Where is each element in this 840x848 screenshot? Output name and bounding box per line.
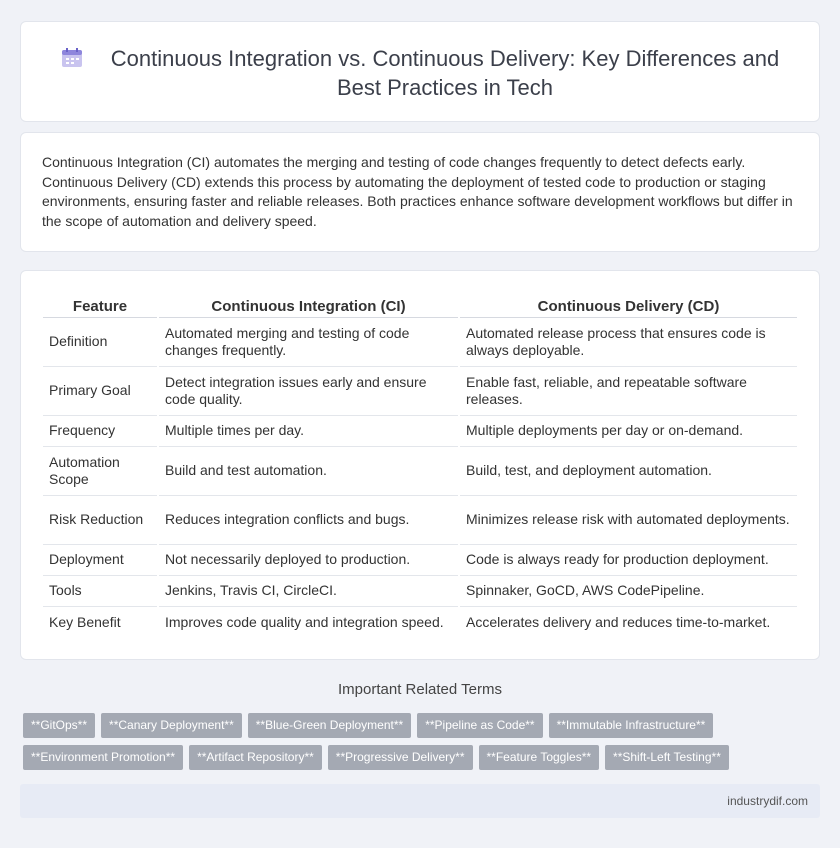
- related-terms: [23, 713, 823, 777]
- header-cd: Continuous Delivery (CD): [460, 296, 797, 318]
- tag-row: [23, 745, 823, 770]
- ci-cell: Detect integration issues early and ensure code quality.: [159, 367, 458, 416]
- comparison-table: [41, 296, 799, 638]
- table-row: [43, 545, 797, 576]
- table-row: [43, 367, 797, 416]
- footer: [20, 784, 820, 818]
- feature-cell: Automation Scope: [43, 447, 157, 496]
- ci-cell: Improves code quality and integration speed.: [165, 613, 444, 630]
- title-card: [20, 21, 820, 122]
- header-ci: Continuous Integration (CI): [159, 296, 458, 318]
- ci-cell: Jenkins, Travis CI, CircleCI.: [159, 576, 458, 607]
- feature-cell: Key Benefit: [49, 613, 121, 630]
- intro-card: [20, 132, 820, 252]
- feature-cell: Risk Reduction: [43, 496, 157, 545]
- tag-canary-deployment[interactable]: **Canary Deployment**: [101, 713, 242, 738]
- feature-cell: Tools: [43, 576, 157, 607]
- related-terms-heading: Important Related Terms: [338, 681, 502, 698]
- table-row: [43, 416, 797, 447]
- table-row: [43, 607, 797, 638]
- cd-cell: Multiple deployments per day or on-demand.: [460, 416, 797, 447]
- tag-gitops[interactable]: **GitOps**: [23, 713, 95, 738]
- page-title: Continuous Integration vs. Continuous Delivery: Key Differences and Best Practices in Tech: [110, 46, 780, 100]
- tag-progressive-delivery[interactable]: **Progressive Delivery**: [328, 745, 473, 770]
- footer-site[interactable]: industrydif.com: [727, 794, 808, 808]
- cd-cell: Build, test, and deployment automation.: [460, 447, 797, 496]
- ci-cell: Build and test automation.: [159, 447, 458, 496]
- feature-cell: Frequency: [43, 416, 157, 447]
- cd-cell: Code is always ready for production deployment.: [460, 545, 797, 576]
- header-feature: Feature: [43, 296, 157, 318]
- tag-row: [23, 713, 823, 738]
- cd-cell: Spinnaker, GoCD, AWS CodePipeline.: [460, 576, 797, 607]
- ci-cell: Reduces integration conflicts and bugs.: [159, 496, 458, 545]
- table-row: [43, 447, 797, 496]
- cd-cell: Automated release process that ensures code is always deployable.: [460, 318, 797, 367]
- cd-cell: Minimizes release risk with automated deployments.: [460, 496, 797, 545]
- feature-cell: Deployment: [43, 545, 157, 576]
- tag-shift-left-testing[interactable]: **Shift-Left Testing**: [605, 745, 729, 770]
- table-row: [43, 318, 797, 367]
- tag-pipeline-as-code[interactable]: **Pipeline as Code**: [417, 713, 542, 738]
- feature-cell: Definition: [43, 318, 157, 367]
- ci-cell: Not necessarily deployed to production.: [159, 545, 458, 576]
- comparison-card: [20, 270, 820, 660]
- tag-blue-green-deployment[interactable]: **Blue-Green Deployment**: [248, 713, 411, 738]
- tag-immutable-infrastructure[interactable]: **Immutable Infrastructure**: [549, 713, 714, 738]
- tag-feature-toggles[interactable]: **Feature Toggles**: [479, 745, 600, 770]
- ci-cell: Automated merging and testing of code changes frequently.: [159, 318, 458, 367]
- cd-cell: Enable fast, reliable, and repeatable software releases.: [460, 367, 797, 416]
- intro-text: Continuous Integration (CI) automates the merging and testing of code changes frequently to detect defects early. Continuous Delivery (CD) extends this process by automating the deployment of tested code to production or staging environments, ensuring faster and reliable releases. Both practices enhance software development workflows but differ in the scope of automation and delivery speed.: [42, 154, 793, 229]
- feature-cell: Primary Goal: [43, 367, 157, 416]
- table-header-row: [43, 296, 797, 318]
- tag-artifact-repository[interactable]: **Artifact Repository**: [189, 745, 322, 770]
- table-row: [43, 576, 797, 607]
- ci-cell: Multiple times per day.: [159, 416, 458, 447]
- cd-cell: Accelerates delivery and reduces time-to-market.: [466, 613, 771, 630]
- table-row: [43, 496, 797, 545]
- tag-environment-promotion[interactable]: **Environment Promotion**: [23, 745, 183, 770]
